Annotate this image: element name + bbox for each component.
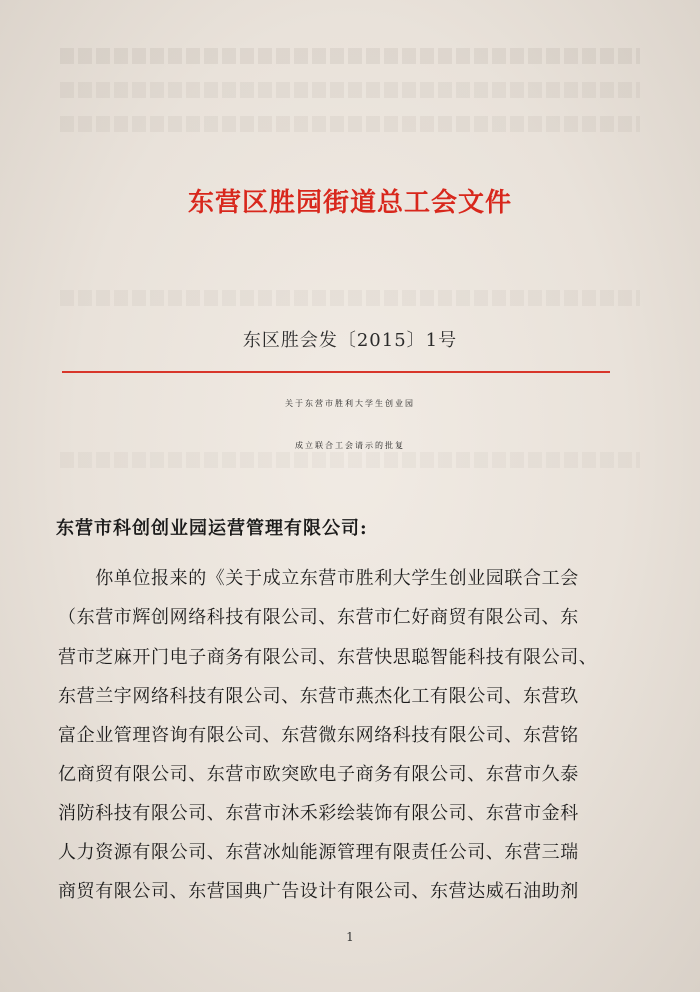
bleed-through-texture bbox=[60, 48, 640, 64]
body-line: 东营兰宇网络科技有限公司、东营市燕杰化工有限公司、东营玖 bbox=[58, 686, 579, 707]
body-line: 亿商贸有限公司、东营市欧突欧电子商务有限公司、东营市久泰 bbox=[58, 764, 579, 785]
document-header-title: 东营区胜园街道总工会文件 bbox=[187, 188, 512, 218]
body-line: 你单位报来的《关于成立东营市胜利大学生创业园联合工会 bbox=[58, 568, 579, 589]
document-number: 东区胜会发〔2015〕1号 bbox=[242, 330, 458, 351]
body-line: 富企业管理咨询有限公司、东营微东网络科技有限公司、东营铭 bbox=[58, 725, 579, 746]
body-line: 营市芝麻开门电子商务有限公司、东营快思聪智能科技有限公司、 bbox=[58, 647, 598, 668]
subject-line-2: 成立联合工会请示的批复 bbox=[295, 441, 405, 450]
addressee: 东营市科创创业园运营管理有限公司: bbox=[56, 518, 368, 539]
bleed-through-texture bbox=[60, 452, 640, 468]
body-line: 商贸有限公司、东营国典广告设计有限公司、东营达威石油助剂 bbox=[58, 881, 579, 902]
subject-line-1: 关于东营市胜利大学生创业园 bbox=[285, 399, 415, 408]
red-separator-line bbox=[62, 371, 610, 373]
bleed-through-texture bbox=[60, 116, 640, 132]
body-line: 人力资源有限公司、东营冰灿能源管理有限责任公司、东营三瑞 bbox=[58, 842, 579, 863]
body-line: （东营市辉创网络科技有限公司、东营市仁好商贸有限公司、东 bbox=[58, 607, 579, 628]
body-line: 消防科技有限公司、东营市沐禾彩绘装饰有限公司、东营市金科 bbox=[58, 803, 579, 824]
bleed-through-texture bbox=[60, 290, 640, 306]
page-number: 1 bbox=[346, 930, 354, 944]
bleed-through-texture bbox=[60, 82, 640, 98]
